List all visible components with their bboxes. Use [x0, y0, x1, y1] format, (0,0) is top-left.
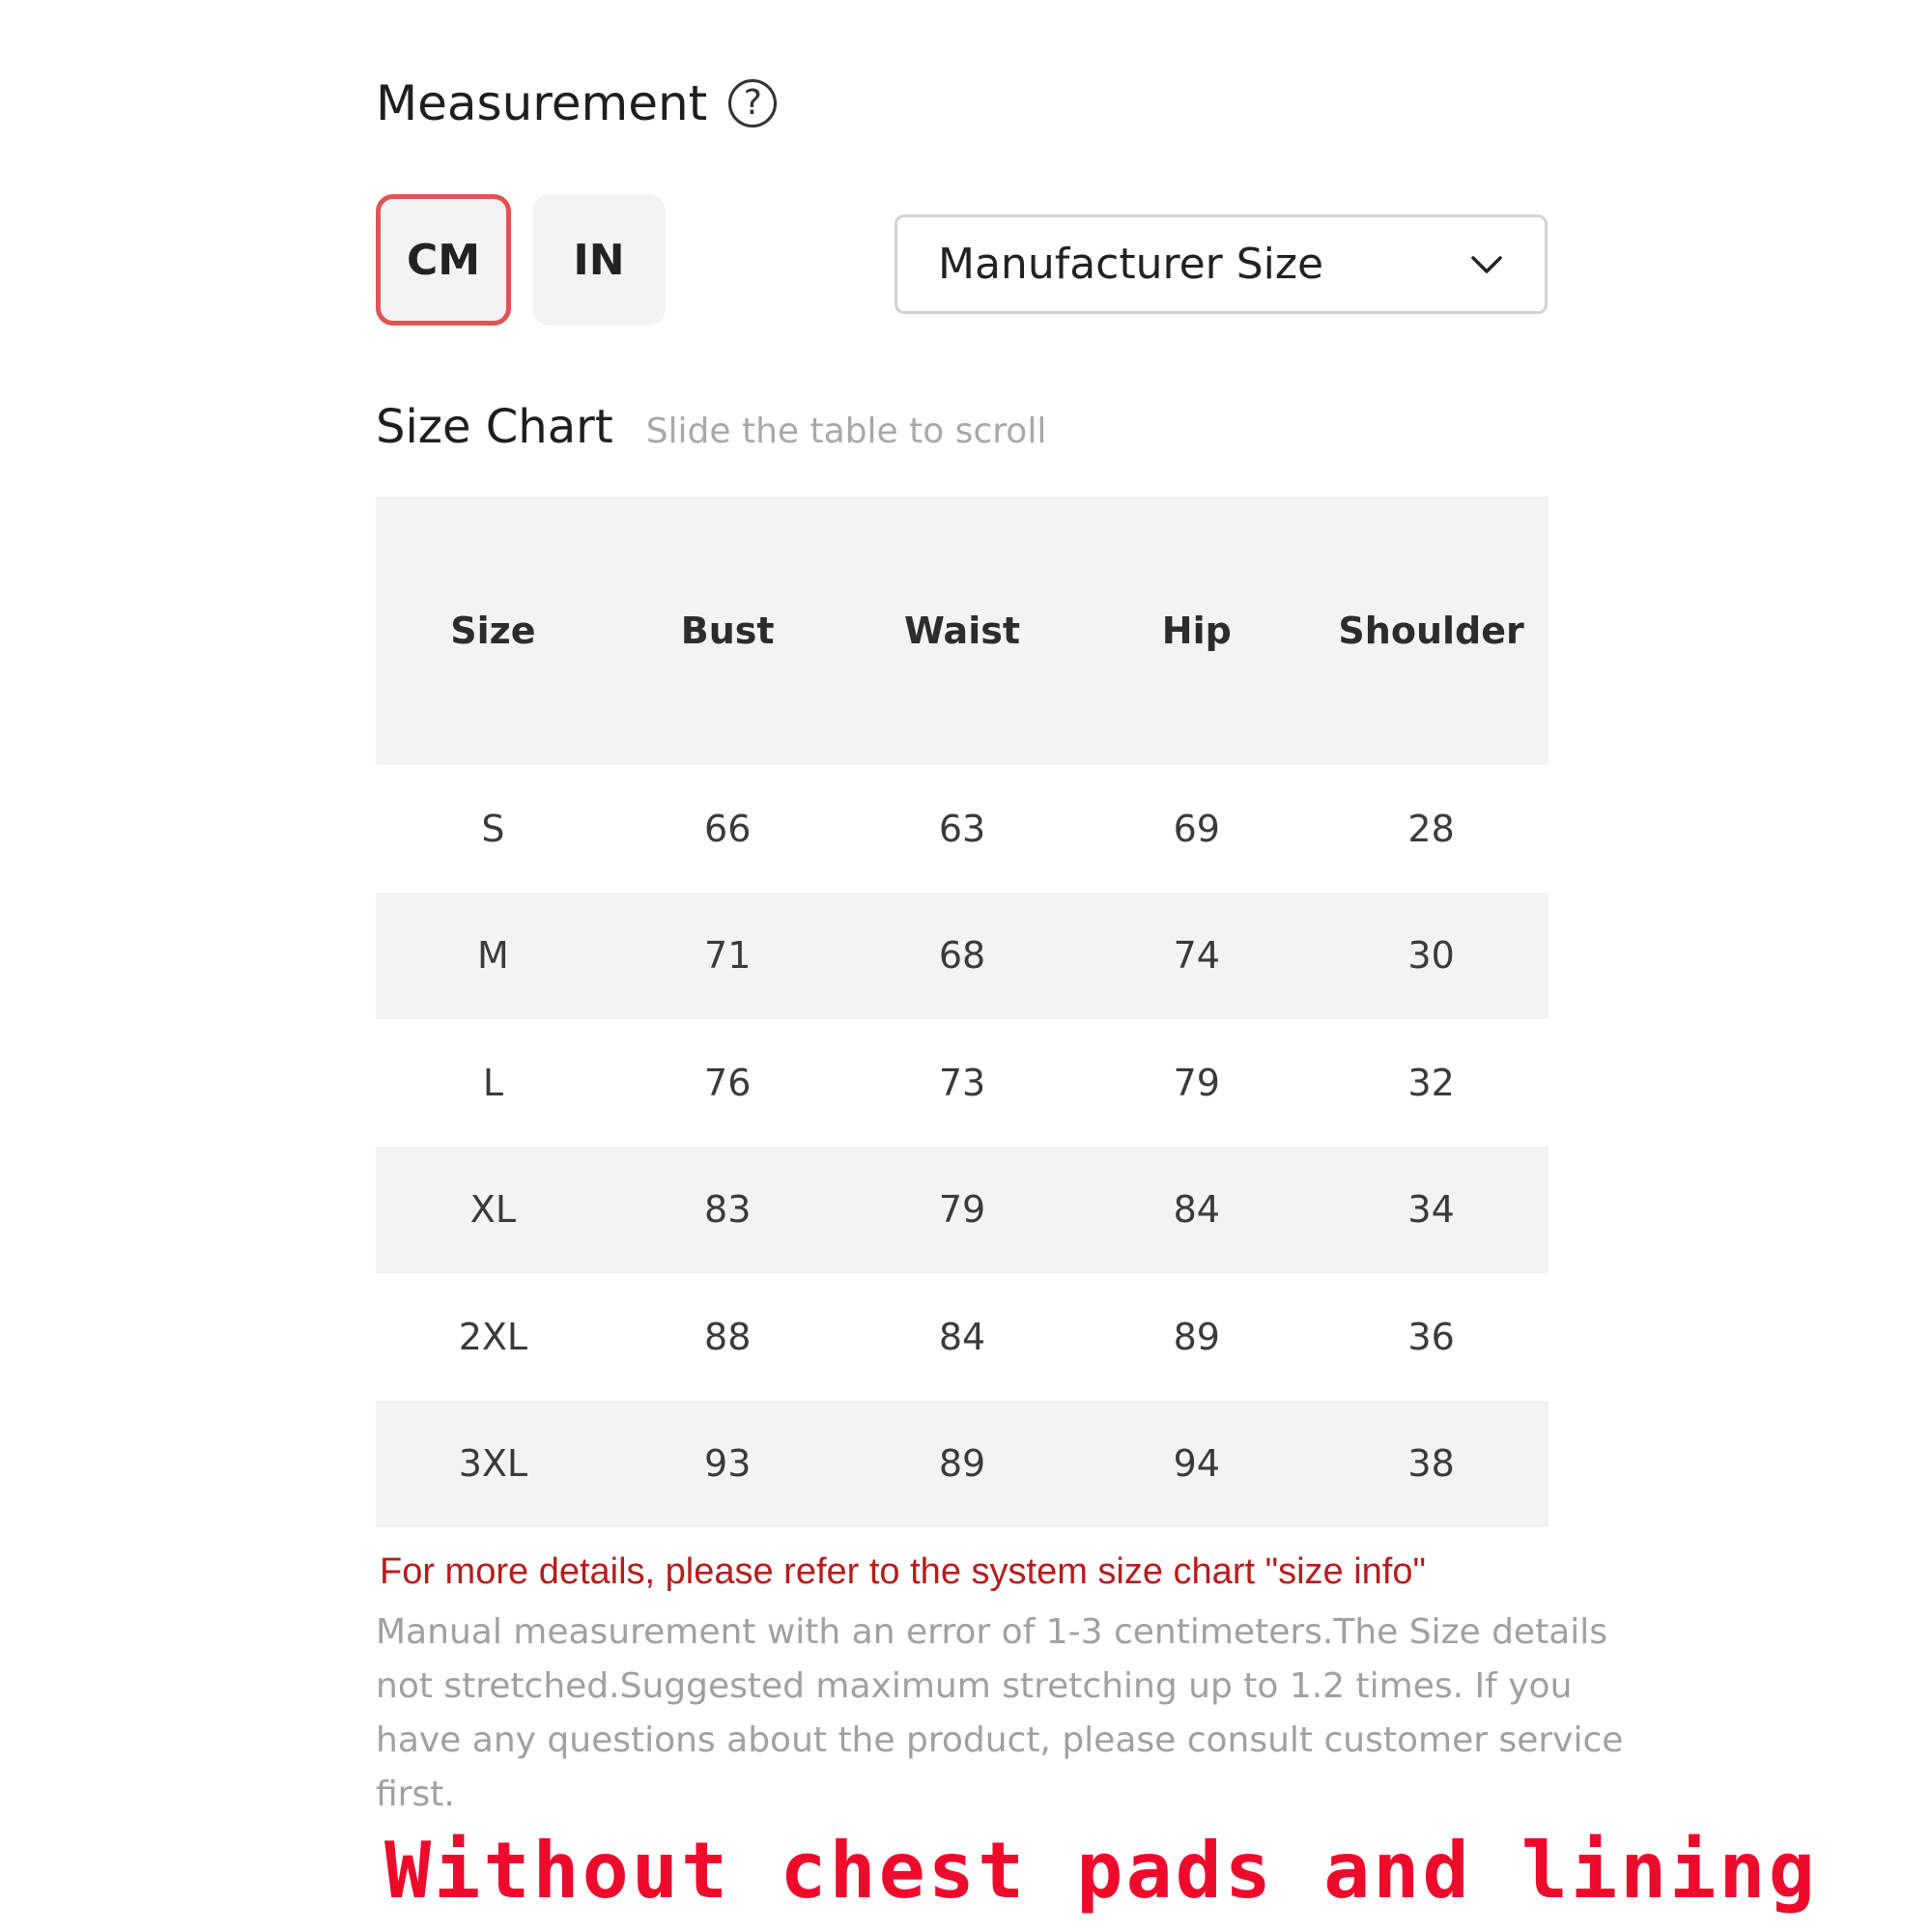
table-cell: 83	[704, 1188, 752, 1232]
measurement-header	[376, 71, 777, 135]
table-row	[376, 1273, 1548, 1401]
table-row	[376, 1019, 1548, 1147]
help-icon[interactable]: ?	[728, 79, 777, 128]
size-standard-value: Manufacturer Size	[938, 240, 1324, 289]
table-cell: 74	[1173, 934, 1220, 978]
unit-cm-button[interactable]: CM	[376, 194, 511, 326]
column-header-hip: Hip	[1161, 610, 1232, 652]
table-cell: 93	[704, 1442, 752, 1486]
table-cell: 63	[938, 807, 986, 850]
table-cell: 89	[1173, 1315, 1220, 1358]
table-cell: 36	[1407, 1315, 1455, 1358]
table-cell: 89	[938, 1442, 986, 1486]
table-cell: 66	[704, 807, 752, 850]
table-cell: 68	[938, 934, 986, 978]
table-cell: 3XL	[458, 1442, 528, 1486]
table-cell: 69	[1173, 807, 1220, 850]
measurement-title: Measurement	[376, 75, 708, 131]
column-header-waist: Waist	[903, 610, 1020, 652]
table-cell: 32	[1407, 1061, 1455, 1104]
table-cell: XL	[469, 1188, 516, 1232]
table-cell: 88	[704, 1315, 752, 1358]
table-cell: 30	[1407, 934, 1455, 978]
size-chart-table[interactable]	[376, 497, 1548, 1527]
measurement-disclaimer: Manual measurement with an error of 1-3 centimeters.The Size details not stretched.Suggested maximum stretching up to 1.2 times. If you have any questions about the product, please consult customer service first.	[376, 1612, 1624, 1814]
table-row	[376, 1401, 1548, 1528]
size-chart-title: Size Chart	[376, 400, 613, 454]
chevron-down-icon	[1467, 245, 1506, 284]
table-cell: 94	[1173, 1442, 1220, 1486]
table-cell: 84	[1173, 1188, 1220, 1232]
table-cell: 73	[938, 1061, 986, 1104]
size-info-note: For more details, please refer to the system size chart "size info"	[380, 1551, 1426, 1592]
table-cell: S	[481, 807, 505, 850]
table-row	[376, 893, 1548, 1020]
table-cell: 79	[1173, 1061, 1220, 1104]
table-row	[376, 1147, 1548, 1274]
table-cell: 84	[938, 1315, 986, 1358]
table-cell: 28	[1407, 807, 1455, 850]
size-standard-select[interactable]	[895, 214, 1548, 314]
size-chart-heading	[376, 400, 1046, 454]
column-header-bust: Bust	[680, 610, 775, 652]
product-notice-banner: Without chest pads and lining	[384, 1826, 1818, 1916]
table-cell: 38	[1407, 1442, 1455, 1486]
table-cell: 34	[1407, 1188, 1455, 1232]
table-cell: 76	[704, 1061, 752, 1104]
column-header-shoulder: Shoulder	[1338, 610, 1524, 652]
column-header-size: Size	[450, 610, 536, 652]
table-cell: 79	[938, 1188, 986, 1232]
table-cell: L	[482, 1061, 503, 1104]
scroll-hint: Slide the table to scroll	[645, 412, 1047, 451]
table-header-row	[376, 497, 1548, 765]
table-row	[376, 765, 1548, 893]
table-cell: M	[477, 934, 509, 978]
unit-in-button[interactable]: IN	[532, 194, 666, 326]
table-cell: 71	[704, 934, 752, 978]
table-cell: 2XL	[458, 1315, 528, 1358]
